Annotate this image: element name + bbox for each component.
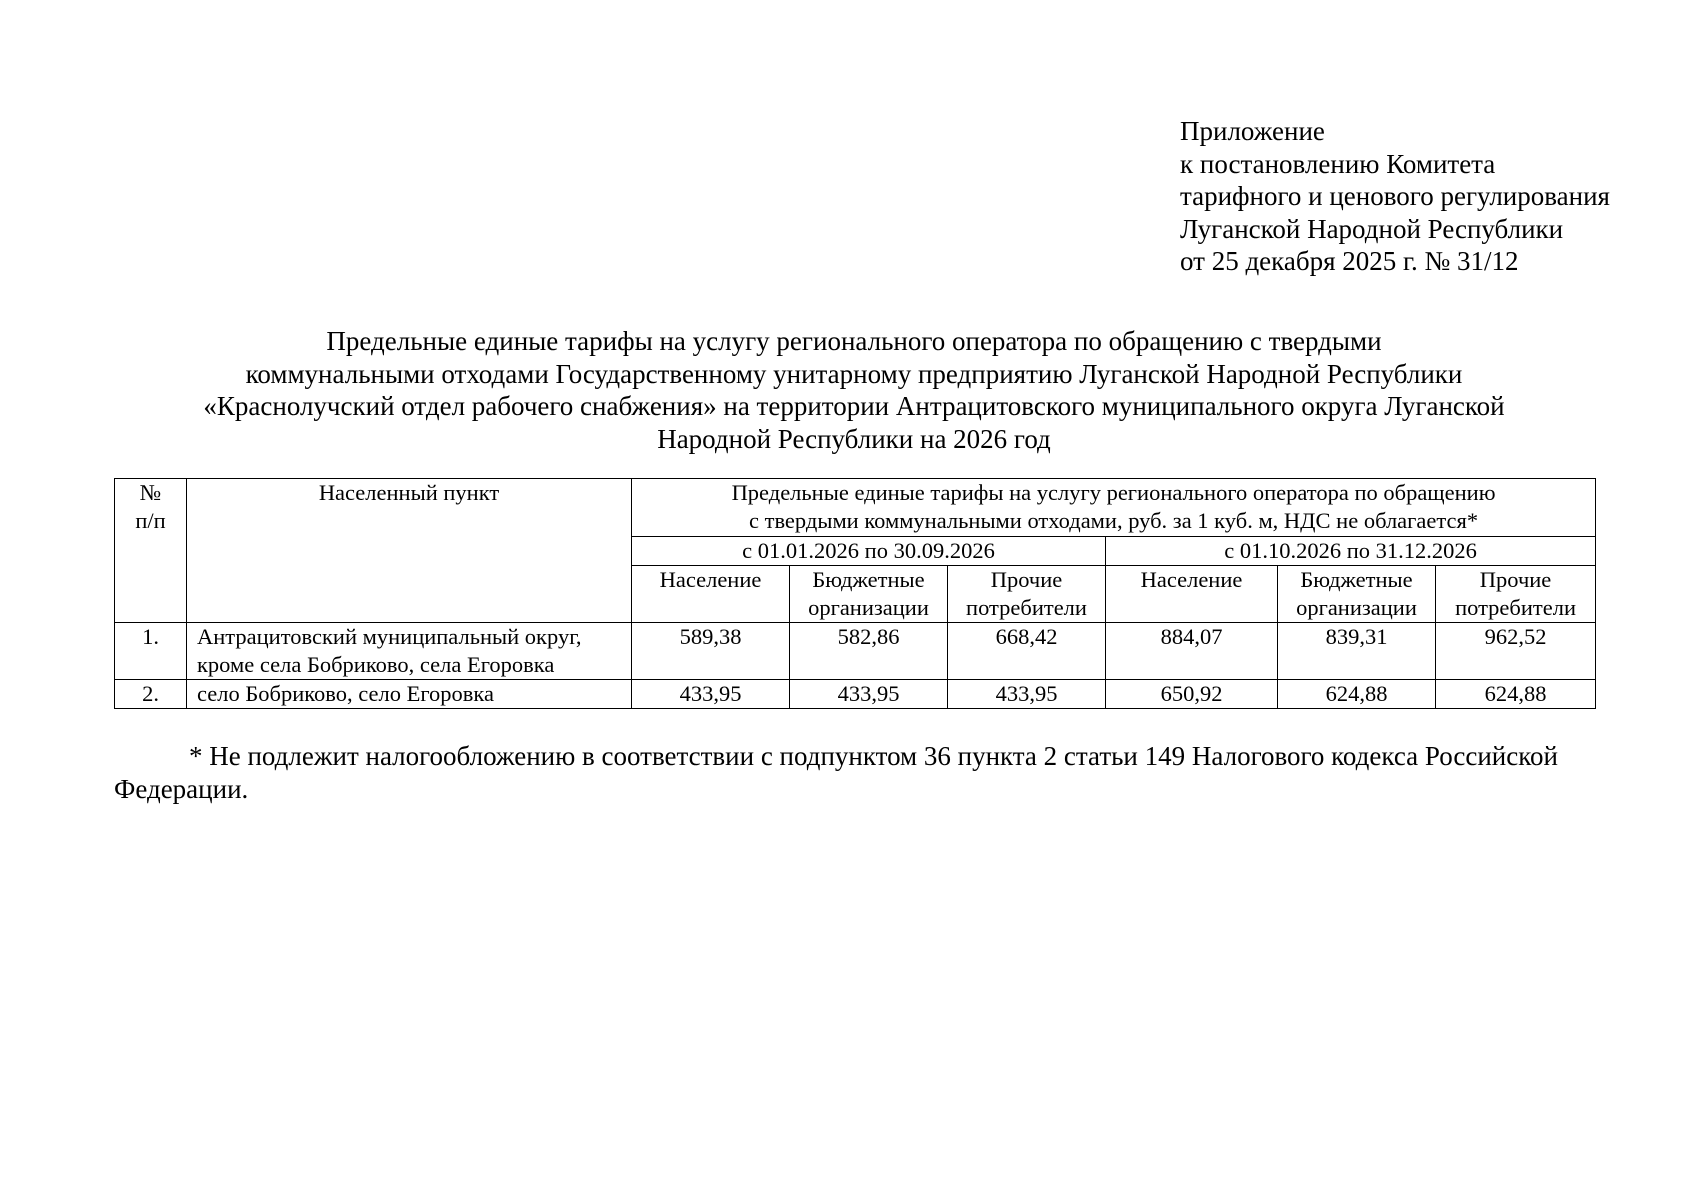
header-tariff-title-line: Предельные единые тарифы на услугу регионального оператора по обращению — [731, 480, 1496, 505]
header-category — [1106, 566, 1278, 623]
header-category-line: потребители — [966, 595, 1087, 620]
table-row — [115, 680, 1596, 709]
row-locality-line: кроме села Бобриково, села Егоровка — [197, 652, 555, 677]
header-category — [790, 566, 948, 623]
row-value: 650,92 — [1106, 680, 1278, 709]
title-line: Народной Республики на 2026 год — [657, 423, 1051, 454]
row-locality-line: село Бобриково, село Егоровка — [197, 681, 494, 706]
header-number-line: № — [139, 480, 162, 505]
row-value: 624,88 — [1278, 680, 1436, 709]
appendix-line: Приложение — [1180, 116, 1325, 146]
header-category-line: Бюджетные — [812, 567, 925, 592]
tariff-table — [114, 478, 1596, 709]
row-number: 1. — [115, 623, 187, 680]
row-number: 2. — [115, 680, 187, 709]
footnote-line: * Не подлежит налогообложению в соответствии с подпунктом 36 пункта 2 статьи 149 Налогового кодекса Российской — [189, 741, 1558, 771]
header-category — [632, 566, 790, 623]
row-locality-line: Антрацитовский муниципальный округ, — [197, 624, 582, 649]
appendix-line: Луганской Народной Республики — [1180, 213, 1564, 244]
header-category-line: организации — [808, 595, 929, 620]
appendix-line: к постановлению Комитета — [1180, 148, 1496, 179]
header-category — [1436, 566, 1596, 623]
row-locality — [187, 623, 632, 680]
row-value: 839,31 — [1278, 623, 1436, 680]
header-locality: Населенный пункт — [187, 479, 632, 623]
document-title — [115, 325, 1593, 455]
header-category — [1278, 566, 1436, 623]
title-line: Предельные единые тарифы на услугу регионального оператора по обращению с твердыми — [326, 326, 1382, 356]
header-category-line: Бюджетные — [1300, 567, 1413, 592]
row-value: 433,95 — [790, 680, 948, 709]
header-period-2: с 01.10.2026 по 31.12.2026 — [1106, 537, 1596, 566]
header-category-line: организации — [1296, 595, 1417, 620]
header-number-line: п/п — [135, 508, 166, 533]
row-value: 433,95 — [632, 680, 790, 709]
table-header-row — [115, 479, 1596, 537]
row-value: 668,42 — [948, 623, 1106, 680]
row-value: 884,07 — [1106, 623, 1278, 680]
row-locality — [187, 680, 632, 709]
header-category-line: Население — [659, 567, 762, 592]
row-value: 624,88 — [1436, 680, 1596, 709]
header-category-line: Прочие — [990, 567, 1063, 592]
footnote-line: Федерации. — [114, 773, 249, 804]
appendix-block — [1180, 115, 1610, 278]
title-line: коммунальными отходами Государственному унитарному предприятию Луганской Народной Республики — [245, 358, 1463, 389]
header-tariff-title — [632, 479, 1596, 537]
appendix-line: от 25 декабря 2025 г. № 31/12 — [1180, 246, 1519, 276]
header-category-line: потребители — [1455, 595, 1576, 620]
row-value: 433,95 — [948, 680, 1106, 709]
title-line: «Краснолучский отдел рабочего снабжения» на территории Антрацитовского муниципального округа Луганской — [203, 391, 1505, 421]
header-period-1: с 01.01.2026 по 30.09.2026 — [632, 537, 1106, 566]
appendix-line: тарифного и ценового регулирования — [1180, 181, 1610, 211]
footnote — [114, 740, 1595, 805]
header-number — [115, 479, 187, 623]
row-value: 589,38 — [632, 623, 790, 680]
row-value: 962,52 — [1436, 623, 1596, 680]
header-category-line: Прочие — [1479, 567, 1552, 592]
row-value: 582,86 — [790, 623, 948, 680]
header-category — [948, 566, 1106, 623]
header-category-line: Население — [1140, 567, 1243, 592]
table-row — [115, 623, 1596, 680]
header-tariff-title-line: с твердыми коммунальными отходами, руб. за 1 куб. м, НДС не облагается* — [749, 508, 1479, 533]
